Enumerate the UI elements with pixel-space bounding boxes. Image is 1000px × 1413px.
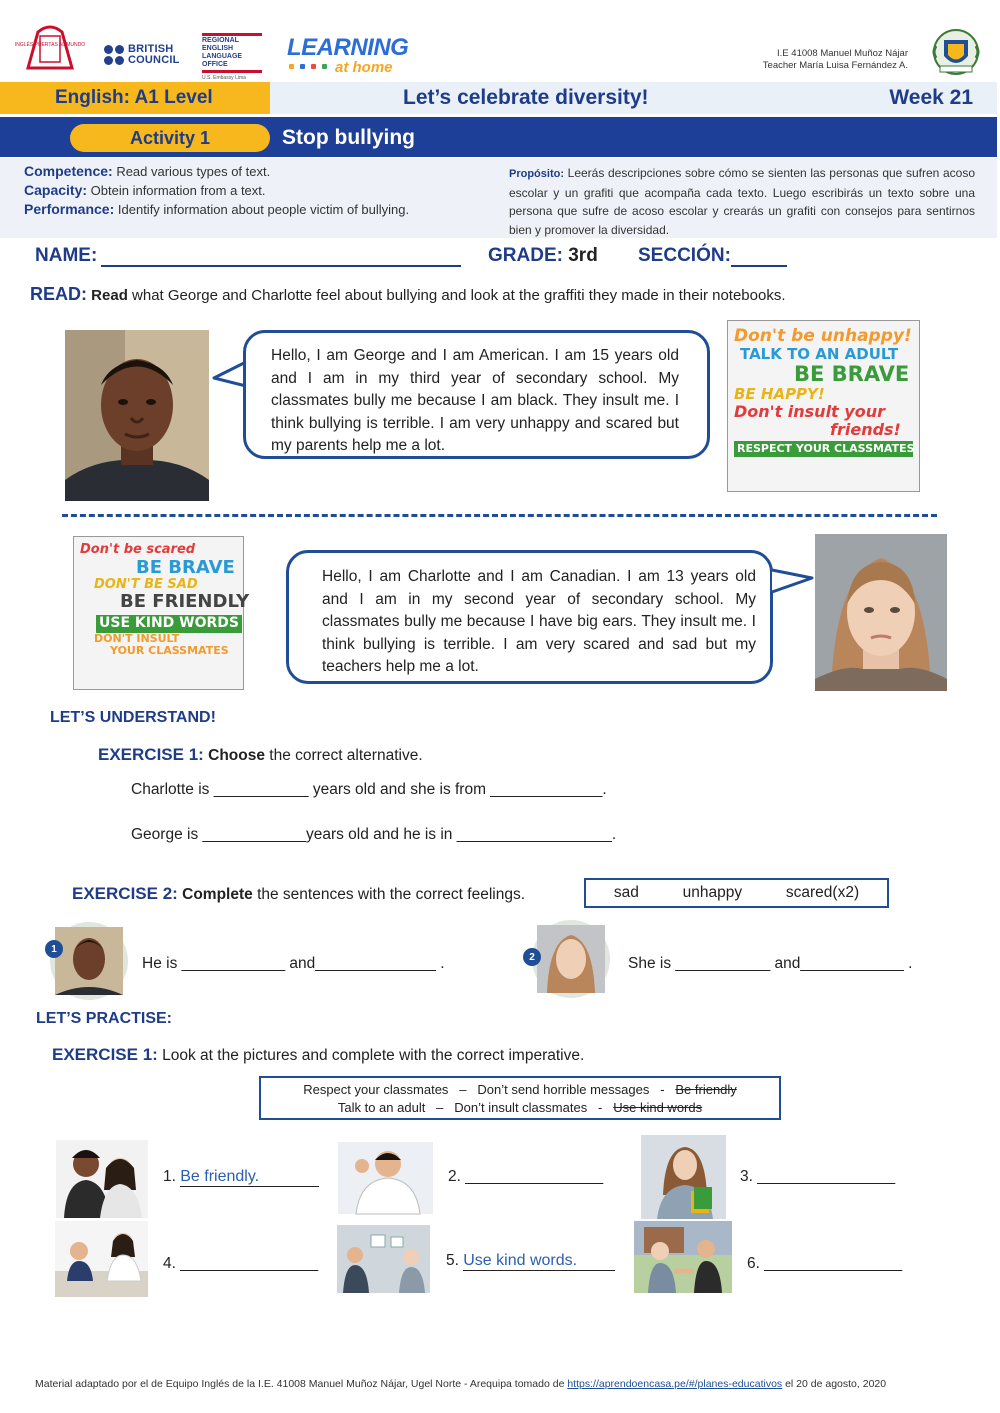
name-field[interactable] xyxy=(35,245,461,267)
phrase-use-kind-words: Use kind words xyxy=(613,1100,703,1115)
she-blank-line[interactable]: She is ___________ and____________ . xyxy=(628,955,913,972)
week-label: Week 21 xyxy=(889,86,973,109)
footer-text: Material adaptado por el de Equipo Inglés de la I.E. 41008 Manuel Muñoz Nájar, Ugel Norte - Arequipa tomado de xyxy=(35,1378,565,1390)
feelings-word-box xyxy=(584,878,889,908)
charlotte-avatar xyxy=(532,920,610,998)
item-5-answer: Use kind words. xyxy=(463,1252,578,1269)
section-field[interactable] xyxy=(638,245,787,267)
ex1-label: EXERCISE 1: xyxy=(98,745,204,764)
graffiti-2-line-3: DON'T BE SAD xyxy=(94,576,198,592)
grade-field xyxy=(488,245,598,267)
phrase-talk-adult: Talk to an adult xyxy=(337,1100,426,1115)
competence-label: Competence: xyxy=(24,163,113,179)
george-avatar xyxy=(50,922,128,1000)
item-5[interactable] xyxy=(446,1252,615,1271)
phrase-respect: Respect your classmates xyxy=(303,1082,449,1097)
word-sad: sad xyxy=(613,884,639,901)
ex2-bold: Complete xyxy=(182,886,253,903)
title-bar xyxy=(270,82,997,114)
item-3[interactable] xyxy=(740,1168,895,1186)
color-dots-icon xyxy=(289,64,327,69)
sep-2: - xyxy=(660,1082,665,1097)
sep-4: - xyxy=(598,1100,603,1115)
item-2-number: 2. xyxy=(448,1168,461,1185)
teacher-name: Teacher María Luisa Fernández A. xyxy=(762,60,908,71)
footer xyxy=(35,1378,886,1390)
picture-4-talk-teacher xyxy=(55,1221,148,1297)
graffiti-1-line-5: Don't insult your xyxy=(734,402,885,422)
item-4-number: 4. xyxy=(163,1255,176,1272)
footer-date: el 20 de agosto, 2020 xyxy=(785,1378,887,1390)
proposito-label: Propósito: xyxy=(509,168,564,180)
phrase-dont-send: Don’t send horrible messages xyxy=(477,1082,650,1097)
understand-ex2-instruction xyxy=(72,884,525,904)
graffiti-2-line-4: BE FRIENDLY xyxy=(120,591,250,613)
item-5-blank: _ xyxy=(577,1252,586,1269)
badge-1: 1 xyxy=(45,940,63,958)
imperatives-word-box xyxy=(259,1076,781,1120)
section-label: SECCIÓN: xyxy=(638,245,731,266)
school-name: I.E 41008 Manuel Muñoz Nájar xyxy=(777,48,908,59)
phrase-dont-insult: Don’t insult classmates xyxy=(454,1100,588,1115)
picture-2-angry-boy xyxy=(338,1142,433,1214)
charlotte-speech-bubble: Hello, I am Charlotte and I am Canadian. I am 13 years old and I am in my second year of secondary school. My classmates bully me because I have big ears. They insult me. I think bullying is terrible. I am very scared and sad but my teachers help me a lot. xyxy=(286,550,773,684)
ex2-label: EXERCISE 2: xyxy=(72,884,178,903)
sep-1: – xyxy=(459,1082,467,1097)
name-blank[interactable] xyxy=(101,247,461,267)
english-level: English: A1 Level xyxy=(0,82,270,114)
peru-logo-text: INGLÉS PUERTAS AL MUNDO xyxy=(14,42,86,48)
item-6-number: 6. xyxy=(747,1255,760,1272)
grade-label: GRADE: xyxy=(488,245,563,266)
ex2-text: the sentences with the correct feelings. xyxy=(257,886,526,903)
grade-value: 3rd xyxy=(568,245,598,266)
learning-word: LEARNING xyxy=(287,34,409,61)
school-info xyxy=(763,48,908,72)
word-unhappy: unhappy xyxy=(682,884,743,901)
graffiti-2-line-6: DON'T INSULT xyxy=(94,632,180,646)
name-label: NAME: xyxy=(35,245,98,266)
graffiti-charlotte xyxy=(73,536,250,690)
picture-5-kind-words xyxy=(337,1225,430,1293)
phrase-be-friendly: Be friendly xyxy=(675,1082,737,1097)
item-2[interactable] xyxy=(448,1168,603,1186)
charlotte-photo xyxy=(815,534,947,691)
item-4[interactable] xyxy=(163,1255,318,1273)
peru-logo xyxy=(14,24,86,72)
graffiti-1-line-4: BE HAPPY! xyxy=(734,385,825,404)
british-council-dots-icon xyxy=(104,45,124,65)
item-6-blank: ________________ xyxy=(764,1255,903,1272)
graffiti-1-line-1: Don't be unhappy! xyxy=(734,326,912,346)
badge-2: 2 xyxy=(523,948,541,966)
proposito-text: Leerás descripciones sobre cómo se sienten las personas que sufren acoso escolar y un grafiti que acompaña cada texto. Luego escribirás un texto sobre una persona que sufre de acoso escolar y crearás un grafiti con consejos para sentirnos bien y promover la diversidad. xyxy=(509,166,975,237)
practise-ex1-text: Look at the pictures and complete with the correct imperative. xyxy=(162,1047,585,1064)
graffiti-2-line-7: YOUR CLASSMATES xyxy=(110,644,229,658)
relo-sub: U.S. Embassy Lima xyxy=(202,75,246,81)
section-divider xyxy=(62,514,937,517)
activity-pill: Activity 1 xyxy=(70,124,270,152)
graffiti-george xyxy=(727,320,920,492)
picture-1-friends xyxy=(56,1140,148,1218)
george-photo xyxy=(65,330,209,501)
charlotte-blank-line[interactable]: Charlotte is ___________ years old and she is from _____________. xyxy=(131,781,607,798)
he-blank-line[interactable]: He is ____________ and______________ . xyxy=(142,955,445,972)
item-1[interactable] xyxy=(163,1168,319,1187)
item-1-number: 1. xyxy=(163,1168,176,1185)
item-1-blank: _______ xyxy=(259,1168,320,1185)
competence-text: Read various types of text. xyxy=(116,164,271,179)
ex1-text: the correct alternative. xyxy=(269,747,423,764)
item-2-blank: ________________ xyxy=(465,1168,604,1185)
item-5-number: 5. xyxy=(446,1252,459,1269)
graffiti-2-line-5: USE KIND WORDS xyxy=(96,615,242,633)
footer-link[interactable]: https://aprendoencasa.pe/#/planes-educativos xyxy=(567,1378,783,1390)
performance-label: Performance: xyxy=(24,201,115,217)
graffiti-2-line-1: Don't be scared xyxy=(80,542,196,557)
item-3-number: 3. xyxy=(740,1168,753,1185)
section-blank[interactable] xyxy=(731,247,787,267)
read-instruction xyxy=(30,284,786,305)
understand-heading: LET’S UNDERSTAND! xyxy=(50,709,216,726)
relo-line-1: REGIONAL xyxy=(202,37,239,44)
competence-list xyxy=(24,162,409,219)
item-6[interactable] xyxy=(747,1255,902,1273)
graffiti-2-line-2: BE BRAVE xyxy=(136,556,235,578)
understand-ex1-instruction xyxy=(98,745,423,765)
practise-ex1-instruction xyxy=(52,1045,584,1065)
learning-at-home-logo xyxy=(287,36,408,75)
performance-text: Identify information about people victim of bullying. xyxy=(117,202,410,217)
picture-3-girl-books xyxy=(641,1135,726,1219)
relo-line-3: LANGUAGE xyxy=(202,53,243,60)
bc-line-2: COUNCIL xyxy=(128,54,180,66)
read-text: what George and Charlotte feel about bullying and look at the graffiti they made in their notebooks. xyxy=(132,287,786,304)
picture-6-handshake xyxy=(634,1221,732,1293)
activity-name: Stop bullying xyxy=(282,126,415,149)
george-speech-bubble: Hello, I am George and I am American. I am 15 years old and I am in my third year of secondary school. My classmates bully me because I am black. They insult me. I think bullying is terrible. I am very unhappy and scared but my parents help me a lot. xyxy=(243,330,710,459)
read-label: READ: xyxy=(30,284,87,304)
item-3-blank: ________________ xyxy=(757,1168,896,1185)
worksheet-title: Let’s celebrate diversity! xyxy=(403,86,649,109)
graffiti-1-line-7: RESPECT YOUR CLASSMATES xyxy=(734,441,913,457)
at-home-word: at home xyxy=(335,59,393,76)
capacity-text: Obtein information from a text. xyxy=(90,183,266,198)
practise-heading: LET’S PRACTISE: xyxy=(36,1010,173,1027)
ex1-bold: Choose xyxy=(208,747,265,764)
school-crest-icon xyxy=(930,26,982,78)
practise-ex1-label: EXERCISE 1: xyxy=(52,1045,158,1064)
capacity-label: Capacity: xyxy=(24,182,88,198)
sep-3: – xyxy=(436,1100,444,1115)
george-blank-line[interactable]: George is ____________years old and he is in __________________. xyxy=(131,826,617,843)
proposito xyxy=(509,164,975,239)
item-4-blank: ________________ xyxy=(180,1255,319,1272)
graffiti-1-line-6: friends! xyxy=(830,420,901,440)
relo-line-2: ENGLISH xyxy=(202,45,234,52)
read-bold: Read xyxy=(91,287,128,304)
word-scared: scared(x2) xyxy=(785,884,860,901)
graffiti-1-line-3: BE BRAVE xyxy=(794,361,910,386)
relo-line-4: OFFICE xyxy=(202,61,228,68)
bc-line-1: BRITISH xyxy=(128,43,174,55)
item-1-answer: Be friendly. xyxy=(180,1168,260,1185)
graffiti-1-line-2: TALK TO AN ADULT xyxy=(740,345,899,364)
british-council-logo xyxy=(104,44,180,66)
relo-logo xyxy=(202,32,262,82)
